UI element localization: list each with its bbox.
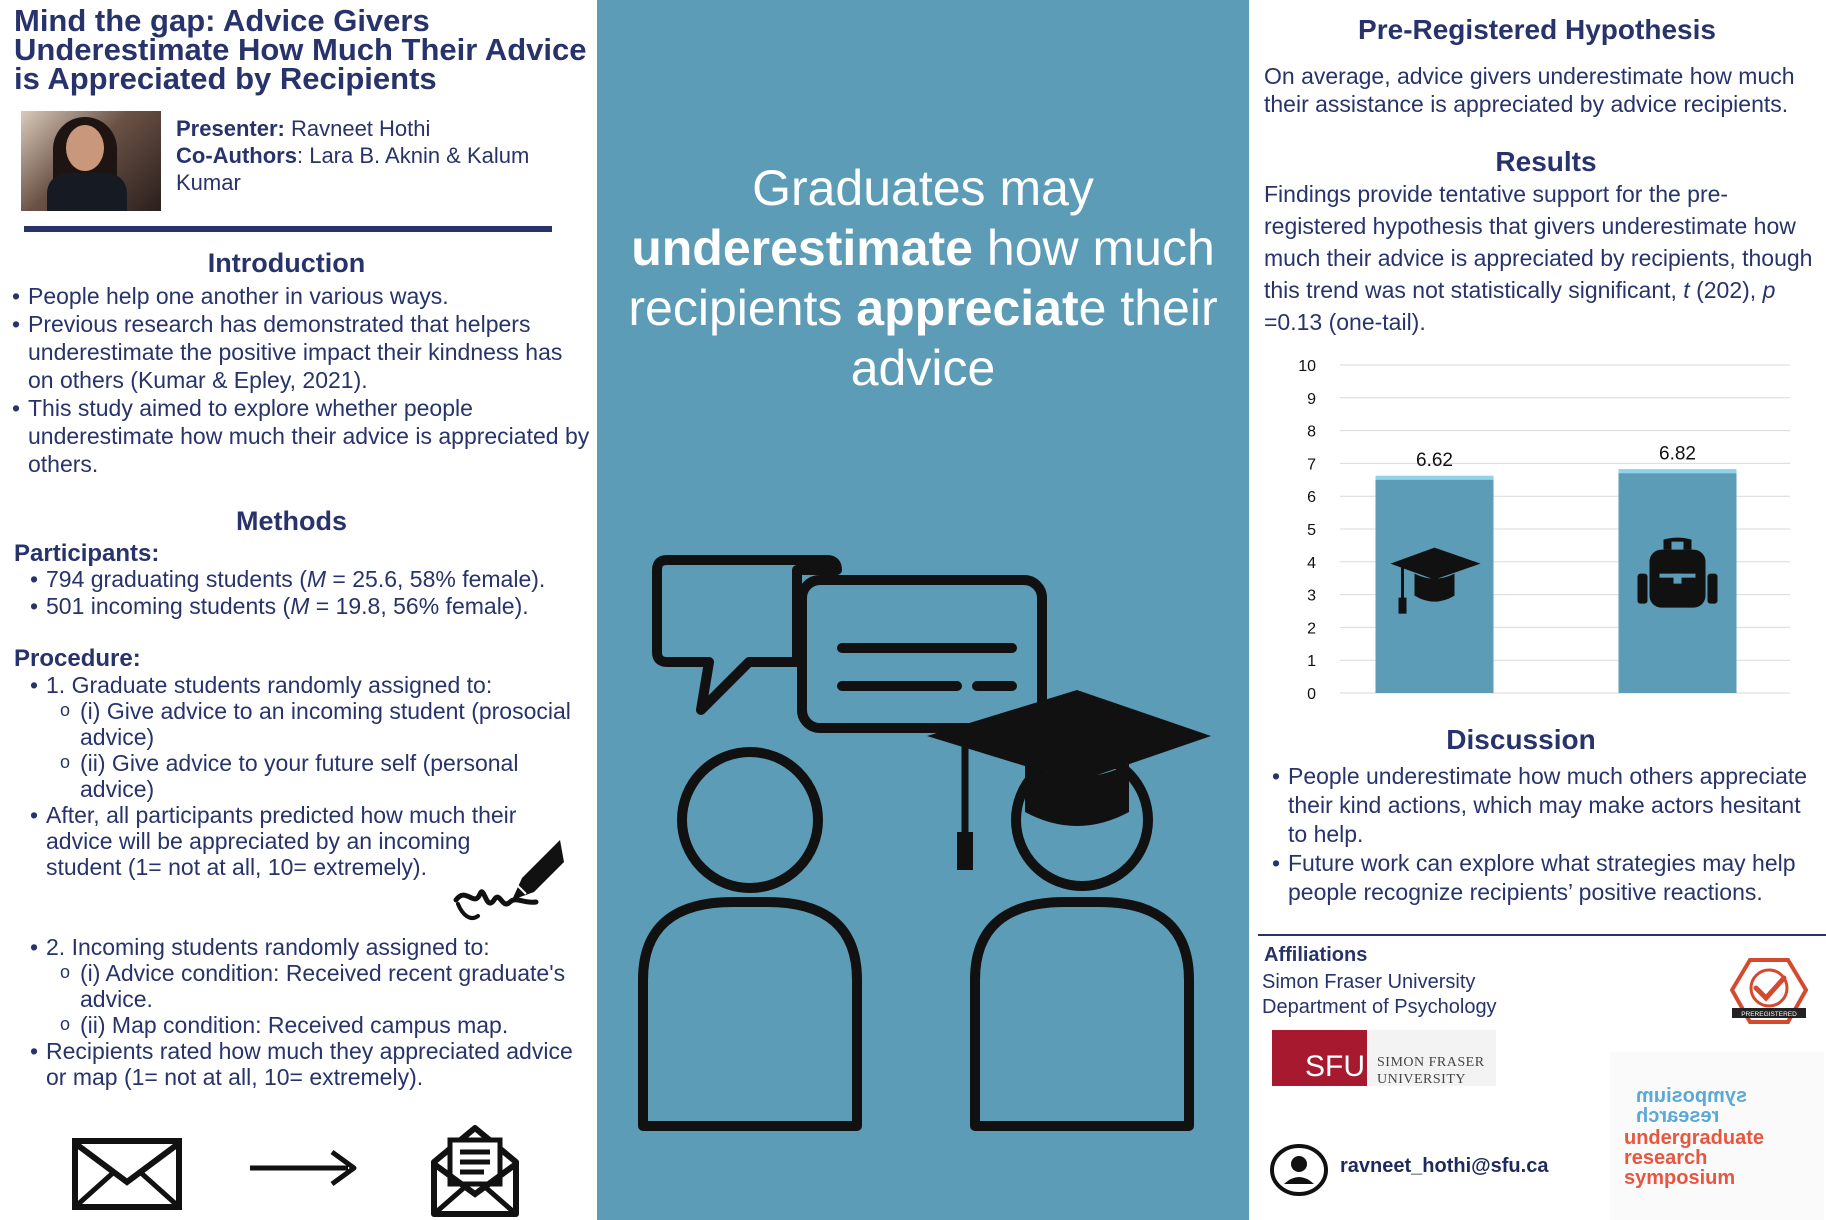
y-tick-label: 0 [1307,686,1316,703]
presenter-name: Ravneet Hothi [290,116,431,141]
list-item: • 1. Graduate students randomly assigned to: o (i) Give advice to an incoming student (prosocial advice) o (ii) Give advice to your future self (personal advice) [30,672,590,802]
list-item: • This study aimed to explore whether people underestimate how much their advice is appreciated by others. [12,394,590,478]
list-item: • 2. Incoming students randomly assigned to: o (i) Advice condition: Received recent graduate's advice. o (ii) Map condition: Received campus map. [30,934,590,1038]
y-tick-label: 8 [1307,423,1316,441]
y-tick-label: 4 [1307,554,1316,572]
sfu-logo: SFU SIMON FRASER UNIVERSITY [1272,1030,1496,1086]
introduction-heading: Introduction [207,248,366,278]
data-label: 6.82 [1659,443,1696,465]
chat-bubble-icon [802,580,1042,728]
results-bar-chart [1270,355,1820,705]
preregistered-badge-icon [1730,958,1808,1024]
coauthors-label: Co-Authors [176,143,297,168]
right-column [1250,0,1826,1220]
y-tick-label: 10 [1298,358,1316,375]
discussion-list [1272,762,1824,907]
left-column [0,0,596,1220]
presenter-label: Presenter: [176,116,285,141]
y-tick-label: 7 [1307,456,1316,474]
coauthors-names: : Lara B. Aknin & Kalum Kumar [176,143,530,195]
center-headline: Graduates may underestimate how much recipients appreciate their advice [628,160,1218,396]
procedure-label: Procedure: [14,645,141,672]
introduction-body [12,282,590,478]
procedure-step2 [30,934,590,1090]
poster-title: Mind the gap: Advice Givers Underestimate How Much Their Advice is Appreciated by Recipients [14,3,587,96]
data-label: 6.62 [1416,449,1453,471]
list-item: • Recipients rated how much they appreciated advice or map (1= not at all, 10= extremely). [30,1038,590,1090]
svg-text:PREREGISTERED: PREREGISTERED [1741,1011,1797,1018]
participants-label: Participants: [14,540,160,567]
header-divider [24,226,552,232]
list-item: • Future work can explore what strategies may help people recognize recipients’ positive reactions. [1272,849,1824,907]
participants-list [30,566,596,620]
list-item: • 501 incoming students (M = 19.8, 56% female). [30,593,596,620]
discussion-heading: Discussion [1446,724,1596,755]
advice-conversation-illustration [637,550,1217,1142]
contact-email: ravneet_hothi@sfu.ca [1340,1155,1549,1177]
methods-heading: Methods [236,506,347,536]
y-tick-label: 9 [1307,390,1316,408]
y-tick-label: 2 [1307,620,1316,638]
list-item: o (ii) Map condition: Received campus map. [58,1012,590,1038]
open-letter-icon [430,1122,520,1218]
user-avatar-icon [1270,1144,1328,1196]
affiliations-divider [1258,934,1826,936]
affiliations-text: Simon Fraser University Department of Psychology [1262,971,1497,1018]
y-tick-label: 1 [1307,653,1316,671]
center-panel [597,0,1249,1220]
list-item: • People help one another in various ways. [12,282,590,310]
list-item: o (i) Give advice to an incoming student (prosocial advice) [58,698,590,750]
hypothesis-text: On average, advice givers underestimate how much their assistance is appreciated by advice recipients. [1264,63,1795,117]
y-tick-label: 3 [1307,587,1316,605]
envelope-icon [72,1138,182,1210]
y-tick-label: 5 [1307,522,1316,539]
list-item: • People underestimate how much others appreciate their kind actions, which may make actors hesitant to help. [1272,762,1824,849]
results-heading: Results [1495,146,1597,177]
list-item: • Previous research has demonstrated that helpers underestimate the positive impact their kindness has on others (Kumar & Epley, 2021). [12,310,590,394]
presenter-photo [21,111,161,211]
arrow-right-icon [248,1148,360,1188]
list-item: • 794 graduating students (M = 25.6, 58% female). [30,566,596,593]
presenter-block [176,115,576,196]
affiliations-heading: Affiliations [1264,944,1368,966]
results-text: Findings provide tentative support for the pre-registered hypothesis that givers underestimate how much their advice is appreciated by recipients, though this trend was not statistically significant, t (202), p =0.13 (one-tail). [1264,181,1813,335]
bar-top [1376,476,1494,480]
graduation-cap-icon [927,690,1211,782]
person-icon [682,752,818,888]
list-item: o (ii) Give advice to your future self (personal advice) [58,750,590,802]
list-item: • After, all participants predicted how much their advice will be appreciated by an incoming student (1= not at all, 10= extremely). [30,802,590,880]
hypothesis-heading: Pre-Registered Hypothesis [1358,14,1716,45]
symposium-logo: symposium research undergraduate research symposium [1610,1052,1824,1220]
list-item: o (i) Advice condition: Received recent graduate's advice. [58,960,590,1012]
bar-top [1619,469,1737,473]
y-tick-label: 6 [1307,489,1316,507]
pen-signature-icon [452,838,564,926]
